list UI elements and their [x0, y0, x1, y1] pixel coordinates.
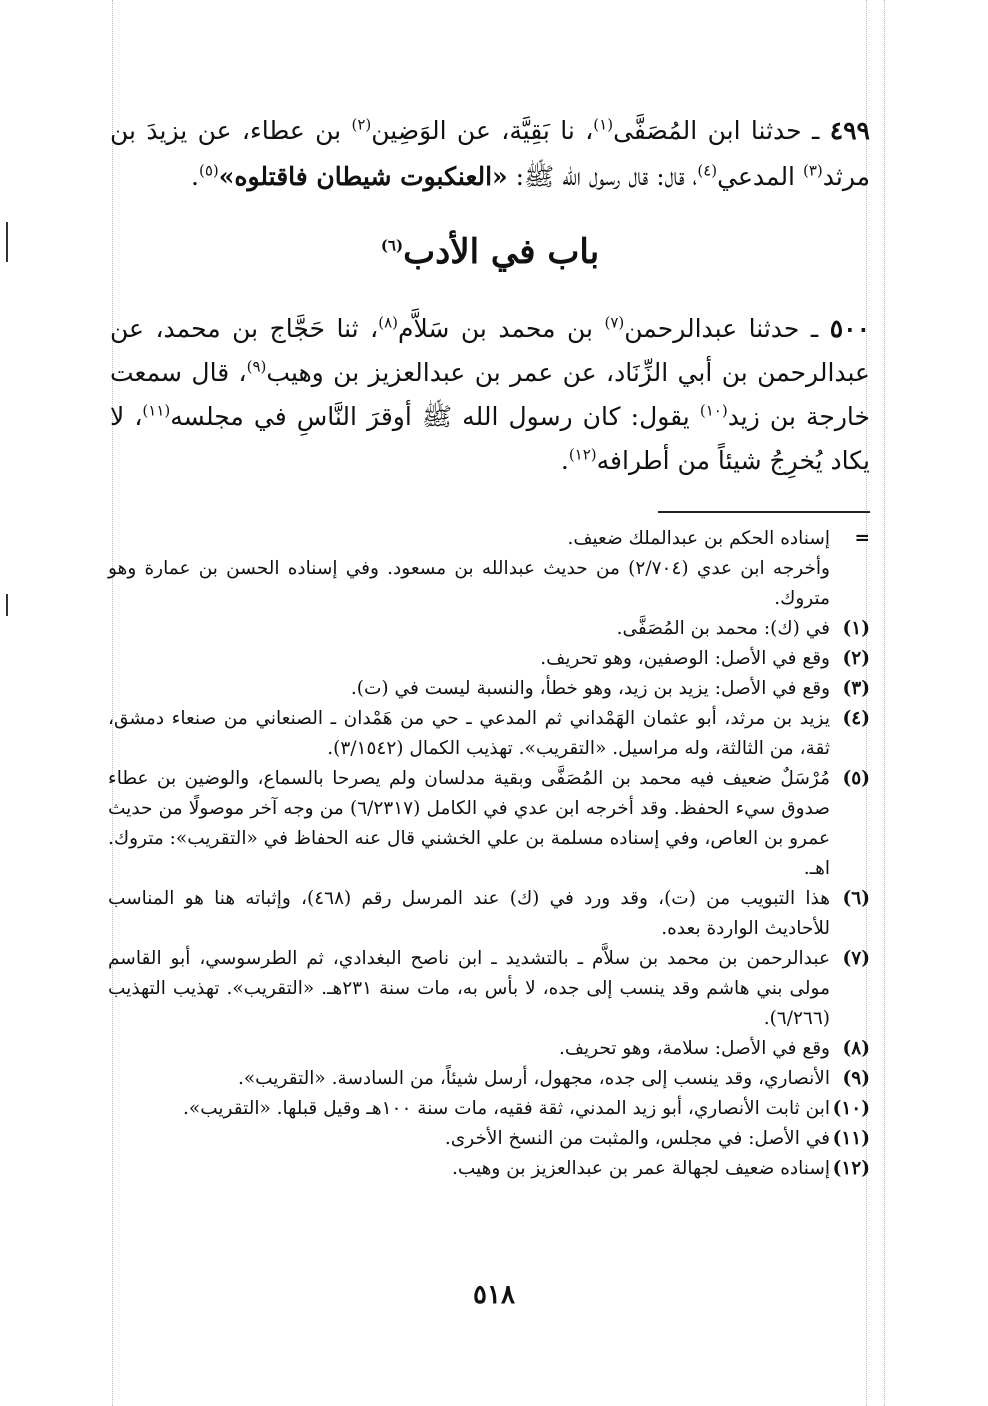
footnote-ref: (١١)	[142, 401, 171, 420]
chapter-title	[110, 232, 870, 272]
footnote-item	[108, 1064, 870, 1094]
chapter-title-text: باب في الأدب	[403, 232, 600, 272]
footnote-number: (٥)	[842, 768, 870, 789]
footnote-text: في (ك): محمد بن المُصَفَّى.	[616, 618, 830, 639]
footnote-text: مُرْسَلٌ ضعيف فيه محمد بن المُصَفَّى وبقية مدلسان ولم يصرحا بالسماع، والوضين بن عطاء صدوق سيء الحفظ. وقد أخرجه ابن عدي في الكامل (٦/٢٣١٧) من وجه آخر موصولًا من حديث عمرو بن العاص، وفي إسناده مسلمة بن علي الخشني قال عنه الحفاظ في «التقريب»: متروك. اهـ.	[108, 768, 830, 879]
footnote-number: (١١)	[832, 1128, 870, 1149]
hadith-text: .	[560, 446, 569, 475]
footnote-ref: (١٠)	[699, 401, 728, 420]
page-number: ٥١٨	[473, 1280, 515, 1310]
footnote-ref: (٣)	[802, 161, 823, 180]
footnote-number: (٨)	[842, 1038, 870, 1059]
footnote-ref: (١٢)	[568, 445, 597, 464]
hadith-number: ٥٠٠	[829, 314, 871, 343]
footnote-item	[108, 764, 870, 884]
hadith-text: ، ثنا حَجَّاج بن محمد، عن عبدالرحمن بن أبي الزِّنَاد، عن عمر بن عبدالعزيز بن وهيب	[110, 314, 870, 387]
footnote-ref: (٦)	[380, 236, 404, 255]
hadith-text: ـ حدثنا ابن المُصَفَّى	[613, 116, 820, 145]
footnote-number: (٧)	[842, 948, 870, 969]
footnote-ref: (٧)	[604, 313, 625, 332]
hadith-500	[110, 307, 870, 483]
footnote-item	[108, 644, 870, 674]
footnote-item	[108, 884, 870, 944]
continuation-marker: =	[854, 528, 870, 549]
footnote-ref: (١)	[593, 115, 614, 134]
footnote-number: (٣)	[842, 678, 870, 699]
footnote-item	[108, 1124, 870, 1154]
footnote-continuation	[108, 524, 870, 554]
scan-dotted-line	[884, 0, 885, 1406]
footnote-text: عبدالرحمن بن محمد بن سلاَّم ـ بالتشديد ـ ابن ناصح البغدادي، ثم الطرسوسي، أبو القاسم مولى بني هاشم وقد ينسب إلى جده، لا بأس به، مات سنة ٢٣١هـ. «التقريب». تهذيب التهذيب (٦/٢٦٦).	[108, 948, 831, 1029]
footnote-item	[108, 704, 870, 764]
prophetic-saying: «العنكبوت شيطان فاقتلوه»	[218, 162, 508, 191]
footnote-item	[108, 944, 870, 1034]
footnote-separator	[658, 511, 870, 513]
footnote-text: وقع في الأصل: سلامة، وهو تحريف.	[559, 1038, 830, 1059]
hadith-text: بن محمد بن سَلاَّم	[398, 314, 605, 343]
footnote-ref: (٩)	[246, 357, 267, 376]
hadith-number: ٤٩٩	[829, 116, 870, 145]
footnote-item	[108, 674, 870, 704]
hadith-text: ، نا بَقِيَّة، عن الوَضِين	[371, 116, 594, 145]
footnote-item	[108, 614, 870, 644]
hadith-text: المدعي	[717, 162, 803, 191]
hadith-text: يقول: كان رسول الله ﷺ أوقرَ النَّاسِ في مجلسه	[170, 402, 700, 431]
footnote-ref: (٨)	[378, 313, 398, 332]
hadith-text: ، قال: قال رسول الله ﷺ:	[507, 162, 698, 191]
footnote-ref: (٥)	[198, 161, 219, 180]
hadith-text: ، لا يكاد يُخرِجُ شيئاً من أطرافه	[110, 402, 870, 475]
footnote-item	[108, 1094, 870, 1124]
hadith-text: بن عطاء، عن يزيدَ بن مرثد	[110, 116, 870, 191]
footnote-number: (١٢)	[832, 1158, 870, 1179]
footnote-number: (٦)	[842, 888, 870, 909]
footnote-item	[108, 1034, 870, 1064]
footnote-ref: (٤)	[697, 161, 718, 180]
footnote-number: (٩)	[842, 1068, 870, 1089]
footnote-number: (١)	[842, 618, 870, 639]
hadith-text: ، قال سمعت خارجة بن زيد	[110, 358, 870, 431]
scan-mark	[6, 594, 8, 616]
footnotes	[108, 524, 870, 1184]
footnote-text: إسناده الحكم بن عبدالملك ضعيف.	[567, 528, 830, 549]
footnote-text: الأنصاري، وقد ينسب إلى جده، مجهول، أرسل شيئاً، من السادسة. «التقريب».	[237, 1068, 830, 1089]
scan-mark	[6, 222, 8, 262]
footnote-ref: (٢)	[351, 115, 372, 134]
footnote-text: في الأصل: في مجلس، والمثبت من النسخ الأخرى.	[444, 1128, 830, 1149]
footnote-text: هذا التبويب من (ت)، وقد ورد في (ك) عند المرسل رقم (٤٦٨)، وإثباته هنا هو المناسب للأحاديث الواردة بعده.	[108, 888, 831, 939]
footnote-text: يزيد بن مرثد، أبو عثمان الهَمْداني ثم المدعي ـ حي من هَمْدان ـ الصنعاني من صنعاء دمشق، ثقة، من الثالثة، وله مراسيل. «التقريب». تهذيب الكمال (٣/١٥٤٢).	[108, 708, 830, 759]
footnote-item	[108, 1154, 870, 1184]
footnote-text: وقع في الأصل: الوصفين، وهو تحريف.	[540, 648, 830, 669]
footnote-number: (٤)	[842, 708, 870, 729]
footnote-text: ابن ثابت الأنصاري، أبو زيد المدني، ثقة فقيه، مات سنة ١٠٠هـ وقيل قبلها. «التقريب».	[183, 1098, 830, 1119]
footnote-number: (٢)	[842, 648, 870, 669]
hadith-text: .	[191, 162, 199, 191]
hadith-text: ـ حدثنا عبدالرحمن	[624, 314, 819, 343]
footnote-number: (١٠)	[832, 1098, 870, 1119]
footnote-text: وقع في الأصل: يزيد بن زيد، وهو خطأ، والنسبة ليست في (ت).	[350, 678, 830, 699]
footnote-continuation-text: وأخرجه ابن عدي (٢/٧٠٤) من حديث عبدالله بن مسعود. وفي إسناده الحسن بن عمارة وهو متروك.	[108, 558, 830, 609]
hadith-499	[110, 108, 870, 200]
footnote-text: إسناده ضعيف لجهالة عمر بن عبدالعزيز بن وهيب.	[452, 1158, 830, 1179]
